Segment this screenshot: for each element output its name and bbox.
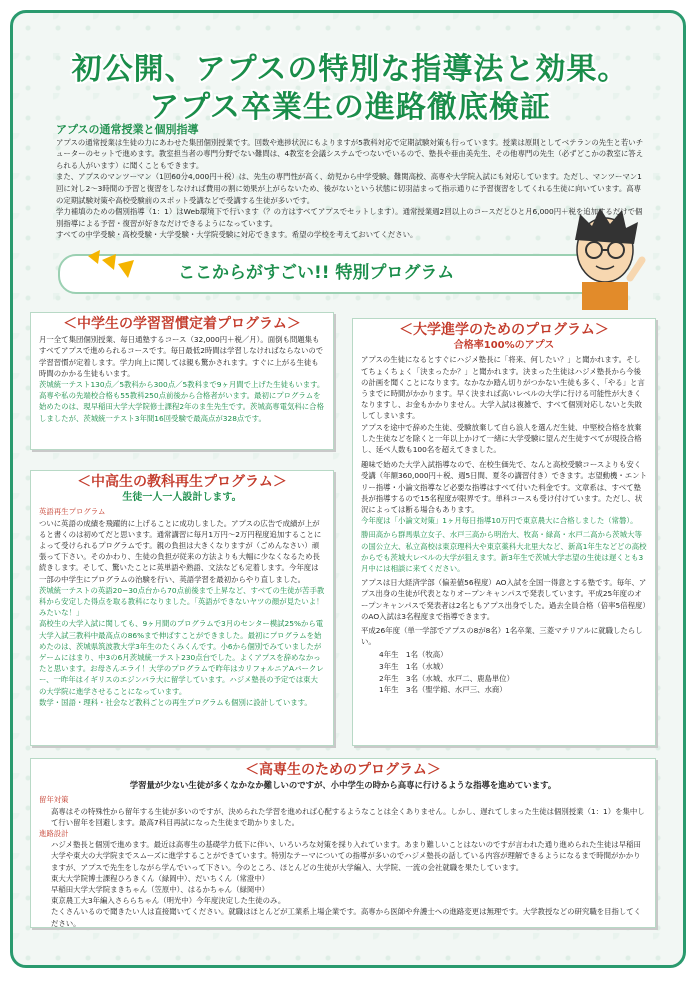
intro-paragraph: また、アプスのマンツーマン（1回60分4,000円＋税）は、先生の専門性が高く、幼児から中学受験、難関高校、高専や大学院入試にも対応しています。ただし、マンツーマン1回に対し2〜3時間の予習と復習をしなければ費用の割に効果が上がらないため、後がないという状態に切羽詰まって指示通りに予習復習をしてくれる生徒に向いています。高専の定期試験対策や高校受験前のスポット受講などで受講する生徒が多いです。: [56, 172, 642, 205]
intro-paragraph: アプスの通常授業は生徒の力にあわせた集団個別授業です。回数や進捗状況にもよりますが5教科対応で定期試験対策も行っています。授業は原則としてベテランの先生と若いチューターのセットで進めます。教室担当者の専門分野でない難問は、4教室を会議システムでつないでいるので、塾長や亜由美先生、その他専門の先生（必ずどこかの教室に答えられる人がいます）に聞くこともできます。: [56, 137, 644, 170]
high-school-body1: ついに英語の成績を飛躍的に上げることに成功しました。アプスの広告で成績が上がると書くのは初めてだと思います。通常講習に毎月1万円〜2万円程度追加することによって受けられるプログラムです。親の負担は大きくなりますが（ごめんなさい）頑張って下さい。そのかわり、生徒の負担が従来の方法よりも大幅に少なくなるため長続きします。そして、驚いたことに英単語や熟語、文法なども定着します。今年度は一部の中学生にプログラムの治験を行い、英語学習を最初からやり直しました。: [39, 518, 322, 584]
high-school-subtitle: 生徒一人一人設計します。: [122, 492, 242, 504]
list-item: 2年生 3名（水城、水戸二、鹿島単位）: [379, 673, 515, 683]
list-item: 東大大学院博士課程ひろきくん（緑岡中）、だいちくん（常澄中）: [51, 873, 270, 883]
university-highlight1: 今年度は「小論文対策」1ヶ月毎日指導10万円で東京農大に合格しました（常磐）。: [361, 516, 638, 526]
high-school-footer: 数学・国語・理科・社会など教科ごとの再生プログラムも個別に設計しています。: [39, 697, 312, 707]
list-item: 4年生 1名（牧高）: [379, 650, 448, 660]
university-highlight2: 勝田高から群馬県立女子、水戸三高から明治大、牧高・緑高・水戸二高から茨城大等の国公立大、私立高校は東京理科大や東京薬科大北里大など、新高1年生などどの高校からでも茨城大レベルの大学が狙えます。新3年生で茨城大学志望の生徒は遅くとも3月中には相談に来てください。: [361, 530, 647, 574]
university-body2: アプスを途中で辞めた生徒、受験放棄して自ら浪人を選んだ生徒、中堅校合格を放棄した生徒などを除くと一年以上かけて一緒に大学受験に望んだ生徒すべてが現役合格し、延べ人数も100名を超えてきました。: [361, 422, 642, 455]
high-school-program: [30, 470, 334, 746]
kosen-body1: 高専はその特殊性から留年する生徒が多いのですが、決められた学習を進めれば心配するようなことは全くありません。しかし、遅れてしまった生徒は個別授業（1：1）を集中して行い留年を回避します。最高7科目再試になった生徒まで助かりました。: [51, 806, 645, 827]
university-program: [352, 318, 656, 746]
middle-school-title: ＜中学生の学習習慣定着プログラム＞: [63, 316, 301, 332]
university-grads-intro: 平成26年度（単一学部でアプスの8が8名）1名卒業、三菱マテリアルに就職したらしい。: [361, 626, 643, 647]
kosen-body2: ハジメ塾長と個別で進めます。最近は高専生の基礎学力低下に伴い、いろいろな対策を採り入れています。あまり難しいことはないのですが言われた通り進められた生徒は早稲田大学や東大の大学院までスムーズに進学することができています。特別なテーマについての指導が多いのでハジメ塾長の話している内容が理解できるようになるまで時間がかかりますが、アプスで先生をしながら学んでいって下さい。今のところ、ほとんどの生徒が大学編入、大学院、一流の会社就職を果たしています。: [51, 840, 641, 872]
kosen-footer: たくさんいるので聞きたい人は直接聞いてください。就職はほとんどが工業系上場企業です。高専から医師や弁護士への進路変更は無理です。大学教授などの研究職を目指してください。: [51, 907, 642, 928]
list-item: 早稲田大学大学院まきちゃん（笠原中）、はるかちゃん（緑岡中）: [51, 885, 270, 895]
page-title: 初公開、アプスの特別な指導法と効果。: [71, 52, 629, 87]
middle-school-body: 月一全て集団個別授業、毎日通塾するコース（32,000円＋税／月）。面倒も問題集もすべてアプスで進められるコースです。毎日最低2時間は学習しなければならないので学習習慣が定着します。学力向上に関しては親も驚かされます。すぐに上がる生徒も時間のかかる生徒もいます。: [39, 335, 324, 378]
list-item: 東京農工大3年編入さららちゃん（明光中）今年度決定した生徒のみ。: [51, 896, 286, 906]
kosen-program: [30, 758, 656, 928]
university-subtitle: 合格率100%のアプス: [453, 340, 555, 352]
intro-section: [56, 124, 646, 241]
university-grad-list: [379, 649, 647, 695]
high-school-body2: 高校生の大学入試に関しても、9ヶ月間のプログラムで3月のセンター模試25%から電大学入試三教科中最高点の86%まで伸ばすことができました。最初にプログラムを始めたのは、茨城県筑波教大学3年生のたくみくんです。小6から個別でみていましたがゲームにはまり、中3の6月茨城統一テスト230点台でした。よくアプスを辞めなかったと思います。お母さんエライ！大学のプログラムで昨年はカリフォルニアAバークレー、一昨年はイギリスのエジンバラ大に留学しています。ハジメ塾長の予定では東大の大学院に進学させることになっています。: [39, 619, 324, 696]
middle-school-program: [30, 312, 334, 450]
kosen-subtitle: 学習量が少ない生徒が多くなかなか難しいのですが、小中学生の時から高専に行けるような指導を進めています。: [129, 780, 557, 791]
middle-school-result: 茨城統一テスト130点／5教科から300点／5教科まで9ヶ月間で上げた生徒もいます。高専や私の先端校合格も55教科250点前後から合格者がいます。最初にプログラムを始めたのは、現早稲田大学大学院修士課程2年のま生先生です。茨城高専電気科に合格しましたが、茨城統一テスト3年間16回受験で最高点が328点です。: [39, 380, 325, 423]
high-school-label: 英語再生プログラム: [39, 507, 106, 517]
university-title: ＜大学進学のためのプログラム＞: [399, 322, 609, 338]
list-item: 3年生 1名（水城）: [379, 662, 448, 672]
intro-heading: アプスの通常授業と個別指導: [56, 123, 199, 136]
page-subtitle: アプス卒業生の進路徹底検証: [149, 90, 551, 125]
kosen-title: ＜高専生のためのプログラム＞: [245, 762, 441, 778]
list-item: 1年生 3名（聖学館、水戸三、水商）: [379, 685, 507, 695]
university-body4: アプスは日大経済学部（偏差値56程度）AO入試を全国一得意とする塾です。毎年、アプス出身の生徒が代表となりオープンキャンパスで発表しています。平成25年度のオープンキャンパスで発表者は2名ともアプス出身でした。過去全員合格（倍率5倍程度）のAO入試は3名程度まで指導できます。: [361, 578, 647, 621]
teacher-illustration-icon: [560, 200, 650, 310]
high-school-title: ＜中高生の教科再生プログラム＞: [77, 474, 287, 490]
kosen-label-retention: 留年対策: [39, 795, 69, 805]
special-banner-text: ここからがすごい!! 特別プログラム: [178, 263, 455, 283]
kosen-label-career: 進路設計: [39, 829, 69, 839]
university-body1: アプスの生徒になるとすぐにハジメ塾長に「将来、何したい？」と聞かれます。そしてちょくちょく「決まったか？」と聞かれます。決まった生徒はハジメ塾長から今後の計画を聞くことになります。なかなか踏ん切りがつかない生徒も多く、「やる」と言うまでに時間がかかります。早く決まれば高いレベルの大学に行ける可能性が大きくなりますし、お金もかかりません。大学入試は複雑で、すべて個別対応しないと失敗してしまいます。: [361, 355, 645, 421]
sparkle-icon: [80, 246, 140, 286]
high-school-result: 茨城統一テストの英語20−30点台から70点前後まで上昇など、すべての生徒が苦手教科から安定した得点を取る教科になりました。「英語ができないヤツの顔が見たいよ！みたいな！」: [39, 585, 325, 618]
intro-paragraph: すべての中学受験・高校受験・大学受験・大学院受験に対応できます。希望の学校を考えておいてください。: [56, 230, 418, 240]
intro-paragraph: 学力補填のための個別指導（1：1）はWeb環境下で行います（？の方はすべてアプスでセットします）。通常授業週2回以上のコースだとひと月6,000円＋税を追加するだけで個別指導による予習・復習が好きなだけできるようになっています。: [56, 207, 643, 228]
university-body3: 趣味で始めた大学入試指導なので、在校生価先で、なんと高校受験コースよりも安く受講（年額360,000円＋税、週5日間、夏冬の講習付き）できます。志望動機・エントリー指導・小論文指導など必要な指導はすべて付いた料金です。文章系は、すべて塾長が指導するので15名程度が限界です。単科コースも受け付けています。ただし、状況によっては断る場合もあります。: [361, 460, 647, 515]
